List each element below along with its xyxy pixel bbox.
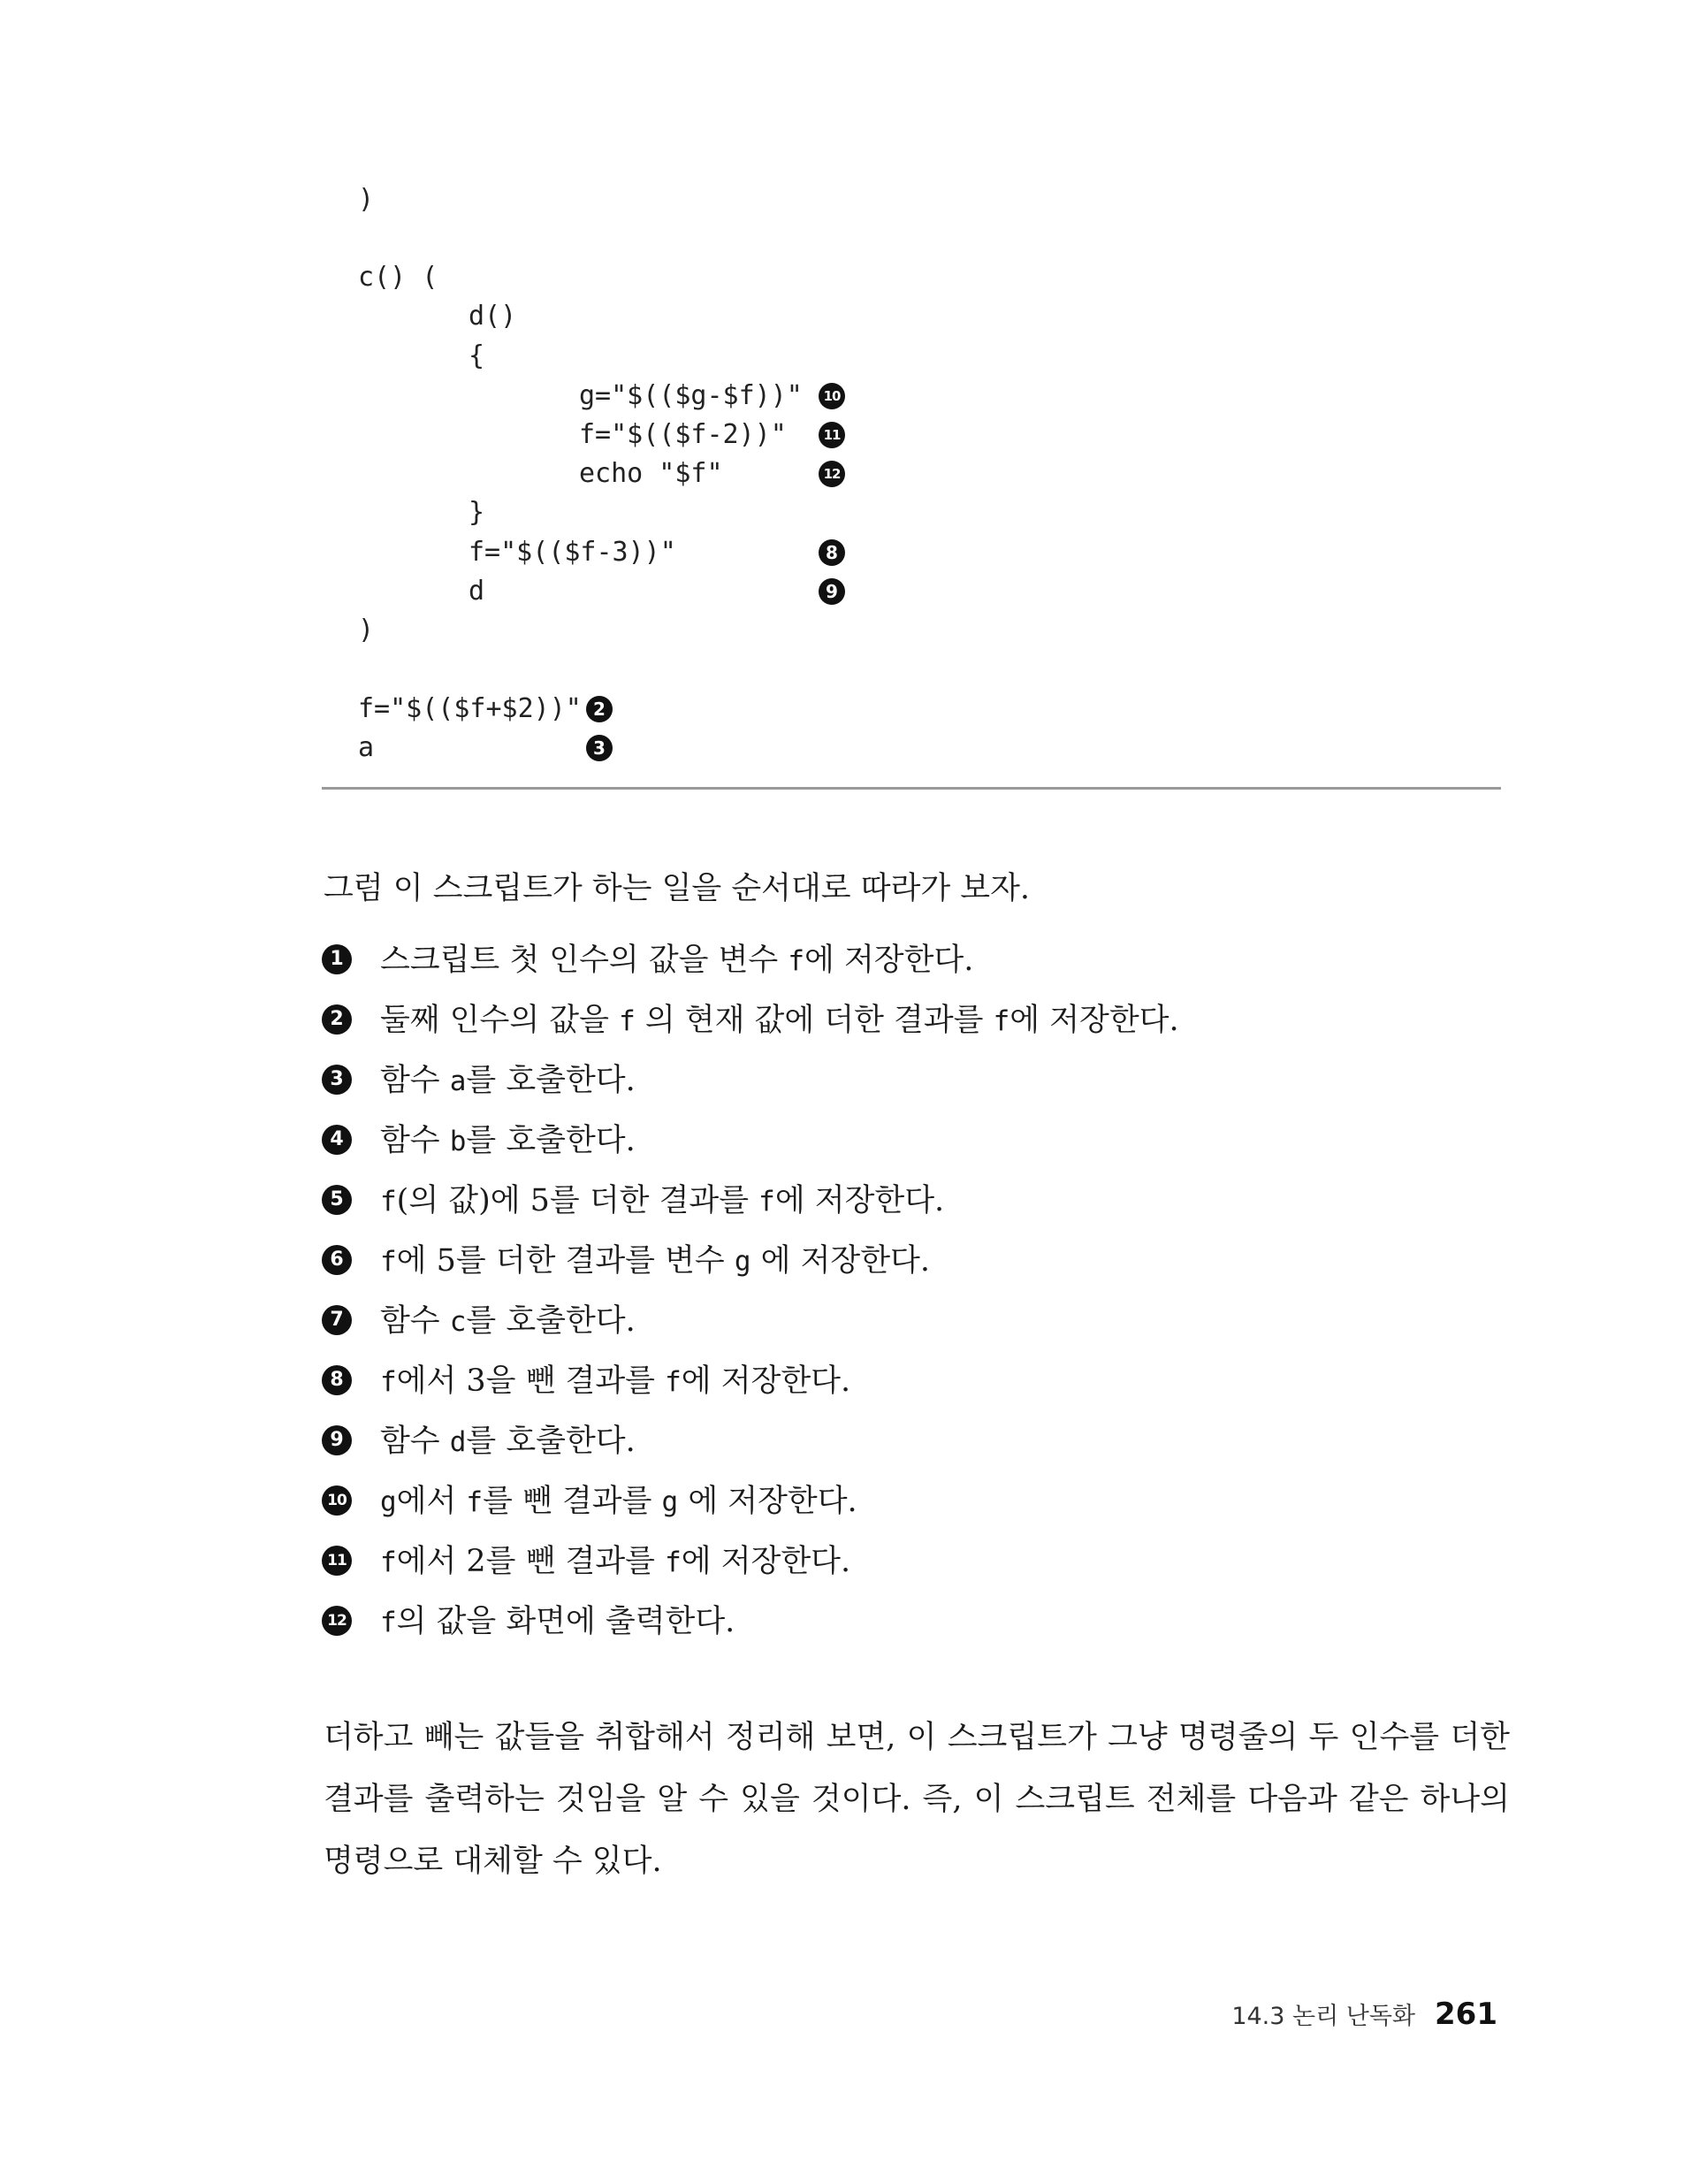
code-line: d() (469, 301, 517, 332)
step-number-badge: 2 (322, 1004, 352, 1035)
intro-paragraph: 그럼 이 스크립트가 하는 일을 순서대로 따라가 보자. (324, 871, 1031, 906)
code-line: g="$(($g-$f))" (579, 380, 803, 411)
step-number-badge: 10 (322, 1485, 352, 1516)
code-marker-2: 2 (586, 696, 613, 722)
code-line: } (469, 497, 485, 528)
code-marker-9: 9 (819, 578, 845, 605)
code-line: d (469, 576, 485, 607)
page-footer (1231, 1997, 1497, 2032)
code-line: f="$(($f+$2))" (358, 693, 582, 724)
step-number-badge: 5 (322, 1185, 352, 1215)
code-marker-12: 12 (819, 461, 845, 487)
closing-paragraph: 더하고 빼는 값들을 취합해서 정리해 보면, 이 스크립트가 그냥 명령줄의 두 인수를 더한 결과를 출력하는 것임을 알 수 있을 것이다. 즉, 이 스크립트 전체를 다음과 같은 하나의 명령으로 대체할 수 있다. (324, 1720, 1510, 1879)
page-number: 261 (1435, 1997, 1497, 2032)
code-line: c() ( (358, 262, 438, 293)
step-number-badge: 6 (322, 1245, 352, 1275)
code-line: f="$(($f-3))" (469, 537, 676, 568)
code-line: echo "$f" (579, 458, 723, 489)
code-marker-11: 11 (819, 422, 845, 448)
divider-rule (322, 787, 1501, 790)
step-number-badge: 8 (322, 1365, 352, 1395)
step-number-badge: 9 (322, 1425, 352, 1455)
step-number-badge: 12 (322, 1606, 352, 1636)
step-number-badge: 11 (322, 1546, 352, 1576)
step-number-badge: 4 (322, 1125, 352, 1155)
section-title: 14.3 논리 난독화 (1231, 2003, 1416, 2030)
code-marker-8: 8 (819, 539, 845, 566)
step-number-badge: 7 (322, 1305, 352, 1335)
code-marker-10: 10 (819, 383, 845, 409)
code-line: a (358, 732, 375, 763)
code-line: { (469, 340, 485, 371)
step-number-badge: 3 (322, 1065, 352, 1095)
code-marker-3: 3 (586, 735, 613, 761)
step-number-badge: 1 (322, 944, 352, 974)
code-line: f="$(($f-2))" (579, 419, 787, 450)
code-line: ) (358, 184, 375, 215)
code-line: ) (358, 615, 375, 645)
